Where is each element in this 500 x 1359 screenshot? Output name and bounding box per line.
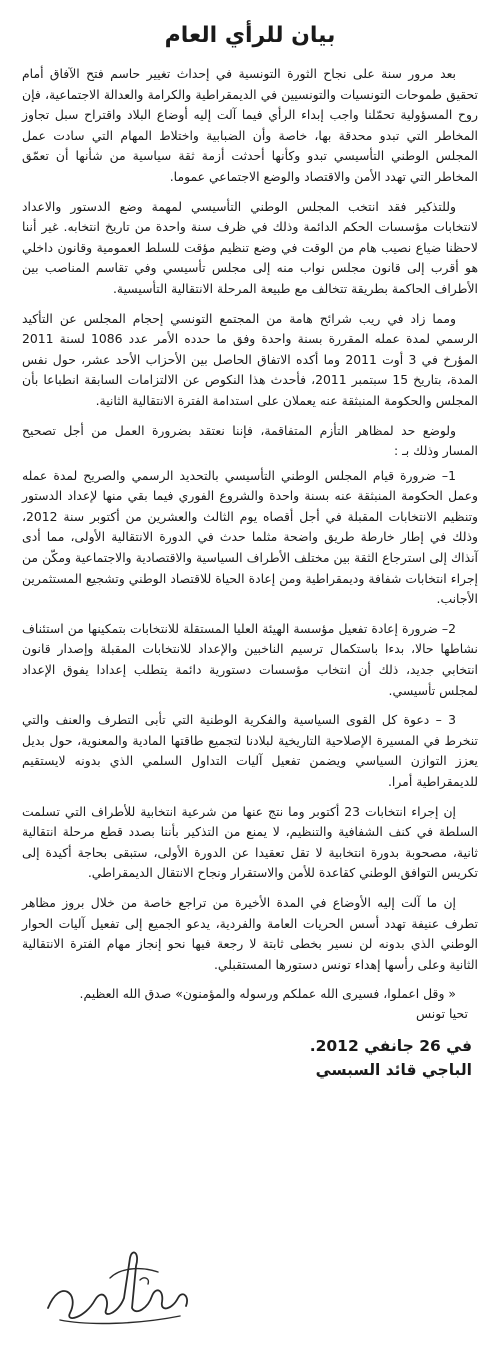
proposal-2: 2– ضرورة إعادة تفعيل مؤسسة الهيئة العليا المستقلة للانتخابات بتمكينها من استئناف نشاطها حالا، بدءا باستكمال ترسيم الناخبين والإعداد للانتخابات المقبلة وإصدار قانون انتخابي جديد، ذلك أن انتخاب مؤسسات دستورية دائمة يتطلب إعدادا يفوق الإعداد لمجلس تأسيسي. <box>22 620 478 698</box>
paragraph-concern: ومما زاد في ريب شرائح هامة من المجتمع التونسي إحجام المجلس عن التأكيد الرسمي لمدة عمله المقررة بسنة واحدة وفق ما حدده الأمر عدد 1086 لسنة 2011 المؤرخ في 3 أوت 2011 وما أكده الاتفاق الحاصل بين الأحزاب الأحد عشر، حول نفس المدة، بتاريخ 15 سبتمبر 2011، فأحدث هذا النكوص عن الالتزامات السابقة انطباعا بأن المجلس والحكومة المنبثقة عنه يعملان على استدامة الفترة الانتقالية الثانية. <box>22 310 479 408</box>
dateline: في 26 جانفي 2012. <box>309 1037 472 1056</box>
paragraph-intro: بعد مرور سنة على نجاح الثورة التونسية في إحداث تغيير حاسم فتح الآفاق أمام تحقيق طموحات التونسيات والتونسيين في الديمقراطية والكرامة والعدالة الاجتماعية، فإن روح المسؤولية تحمّلنا واجب إبداء الرأي فيما آلت إليه أوضاع البلاد واقتراح سبل تجاوز المخاطر التي تبدو محدقة بها، خاصة وأن الضبابية واختلاط المهام التي سادت عمل المجلس الوطني التأسيسي تبدو وكأنها أحدثت أزمة ثقة سياسية من شأنها أن تعمّق المخاطر التي تهدد الأمن والاقتصاد والوضع الاجتماعي عموما. <box>22 66 478 184</box>
paragraph-dialogue: إن ما آلت إليه الأوضاع في المدة الأخيرة من تراجع خاصة من خلال بروز مظاهر تطرف عنيفة تهدد أسس الحريات العامة والفردية، يدعو الجميع إلى تفعيل آليات الحوار الوطني الذي بدونه لن نسير بخطى ثابتة لا رجعة فيها نحو إنجاز مهام الفترة الانتقالية الثانية وعلى رأسها إهداء تونس دستورها المستقبلي. <box>22 894 478 972</box>
handwritten-signature <box>40 1238 200 1333</box>
long-live-tunisia: تحيا تونس <box>416 1006 468 1022</box>
signature-stroke-main <box>48 1252 187 1318</box>
signer-name: الباجي قائد السبسي <box>315 1061 472 1080</box>
paragraph-proposals-intro: ولوضع حد لمظاهر التأزم المتفاقمة، فإننا نعتقد بضرورة العمل من أجل تصحيح المسار وذلك بـ : <box>22 422 478 459</box>
statement-title: بيان للرأي العام <box>164 23 336 48</box>
proposal-1: 1– ضرورة قيام المجلس الوطني التأسيسي بالتحديد الرسمي والصريح لمدة عمله وعمل الحكومة المنبثقة عنه بسنة واحدة والشروع الفوري فيما بقي منها لإعداد الدستور وتنظيم الانتخابات المقبلة في أجل أقصاه يوم الثالث والعشرين من أكتوبر سنة 2012، وذلك في إطار خارطة طريق واضحة مثلما حدث في الدورة الانتقالية الأولى، مما أدى آنذاك إلى استرجاع الثقة بين مختلف الأطراف السياسية والاقتصادية والاجتماعية ومكّن من إجراء انتخابات شفافة وديمقراطية ومن إعادة الحياة للاقتصاد الوطني وتشجيع المستثمرين الأجانب. <box>22 467 478 607</box>
closing-quote: « وقل اعملوا، فسيرى الله عملكم ورسوله والمؤمنون» صدق الله العظيم. <box>79 986 456 1002</box>
paragraph-reminder: وللتذكير فقد انتخب المجلس الوطني التأسيسي لمهمة وضع الدستور والاعداد لانتخابات مؤسسات الحكم الدائمة وذلك في ظرف سنة واحدة من تاريخ انتخابه. غير أننا لاحظنا ضياع نصيب هام من الوقت في وضع تنظيم مؤقت للسلط العمومية وقانون داخلي هو أقرب إلى قانون مجلس نواب منه إلى مجلس تأسيسي وفي تقاسم المناصب بين الأطراف الحاكمة بطريقة تتخالف مع طبيعة المرحلة الانتقالية التأسيسية. <box>22 198 478 296</box>
proposal-3: 3 – دعوة كل القوى السياسية والفكرية الوطنية التي تأبى التطرف والعنف والتي تنخرط في المسيرة الإصلاحية التاريخية لبلادنا لتجميع طاقتها المادية والمعنوية، حول بديل يعزز التوازن السياسي ويضمن تفعيل آليات التداول السلمي الذي بدونه لايستقيم للديمقراطية أمرا. <box>22 712 478 789</box>
paragraph-elections: إن إجراء انتخابات 23 أكتوبر وما نتج عنها من شرعية انتخابية للأطراف التي تسلمت السلطة في كنف الشفافية والتنظيم، لا يمنع من التذكير بأننا بصدد قطع مرحلة انتقالية ثانية، مصحوبة بدورة انتخابية لا تقل تعقيدا عن الدورة الأولى، ستبقى بحاجة أكيدة إلى تكريس التوافق الوطني كقاعدة للأمن والاستقرار ونجاح الانتقال الديمقراطي. <box>22 803 478 881</box>
